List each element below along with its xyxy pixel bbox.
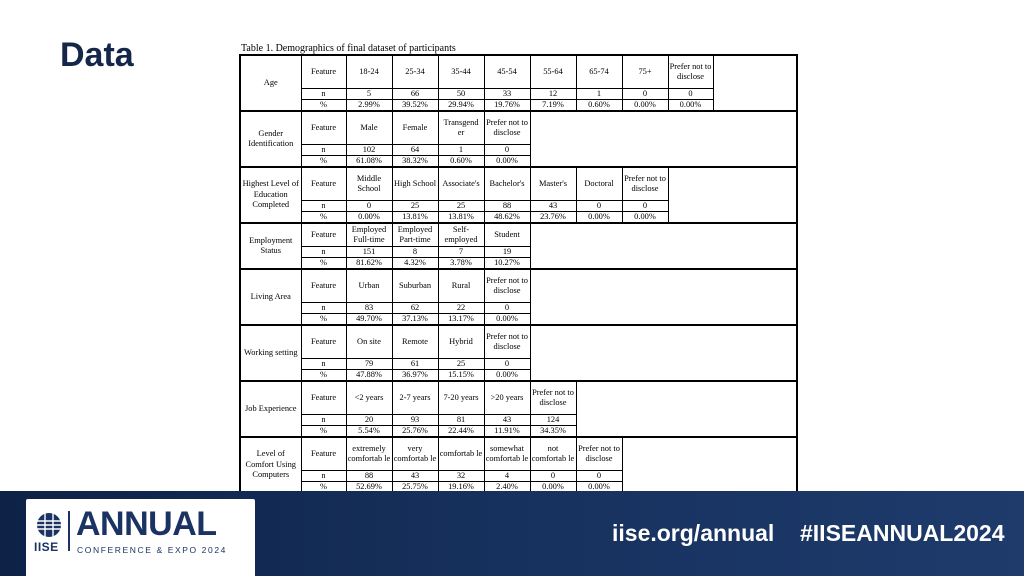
category-header: Middle School bbox=[346, 167, 392, 201]
demographics-table bbox=[239, 54, 798, 494]
category-header: Employed Full-time bbox=[346, 223, 392, 247]
feature-header: Feature bbox=[301, 325, 346, 359]
value-cell: 0 bbox=[346, 201, 392, 212]
value-cell: 0.00% bbox=[668, 100, 713, 112]
table-row bbox=[240, 100, 797, 112]
row-label: n bbox=[301, 303, 346, 314]
empty-cell bbox=[530, 258, 797, 270]
value-cell: 4 bbox=[484, 471, 530, 482]
category-header: Urban bbox=[346, 269, 392, 303]
value-cell: 79 bbox=[346, 359, 392, 370]
value-cell: 13.81% bbox=[438, 212, 484, 224]
value-cell: 0.00% bbox=[622, 212, 668, 224]
value-cell: 0.00% bbox=[530, 482, 576, 494]
value-cell: 0 bbox=[622, 89, 668, 100]
value-cell: 5 bbox=[346, 89, 392, 100]
section-label: Level of Comfort Using Computers bbox=[240, 437, 301, 493]
value-cell: 11.91% bbox=[484, 426, 530, 438]
value-cell: 32 bbox=[438, 471, 484, 482]
value-cell: 1 bbox=[438, 145, 484, 156]
row-label: n bbox=[301, 415, 346, 426]
empty-cell bbox=[576, 415, 797, 426]
row-label: n bbox=[301, 201, 346, 212]
value-cell: 20 bbox=[346, 415, 392, 426]
category-header: Associate's bbox=[438, 167, 484, 201]
table-row bbox=[240, 415, 797, 426]
value-cell: 19.16% bbox=[438, 482, 484, 494]
value-cell: 7 bbox=[438, 247, 484, 258]
category-header: Prefer not to disclose bbox=[576, 437, 622, 471]
value-cell: 38.32% bbox=[392, 156, 438, 168]
category-header: 65-74 bbox=[576, 55, 622, 89]
empty-cell bbox=[576, 426, 797, 438]
value-cell: 93 bbox=[392, 415, 438, 426]
section-label: Working setting bbox=[240, 325, 301, 381]
category-header: Student bbox=[484, 223, 530, 247]
slide-title: Data bbox=[60, 36, 134, 74]
row-label: n bbox=[301, 359, 346, 370]
empty-cell bbox=[713, 89, 797, 100]
empty-cell bbox=[668, 212, 797, 224]
value-cell: 5.54% bbox=[346, 426, 392, 438]
feature-header: Feature bbox=[301, 381, 346, 415]
value-cell: 83 bbox=[346, 303, 392, 314]
section-label: Living Area bbox=[240, 269, 301, 325]
empty-cell bbox=[530, 359, 797, 370]
category-header: High School bbox=[392, 167, 438, 201]
category-header: Prefer not to disclose bbox=[484, 269, 530, 303]
category-header: Suburban bbox=[392, 269, 438, 303]
category-header: Prefer not to disclose bbox=[530, 381, 576, 415]
table-row bbox=[240, 247, 797, 258]
section-label: Age bbox=[240, 55, 301, 111]
category-header: Remote bbox=[392, 325, 438, 359]
value-cell: 2.99% bbox=[346, 100, 392, 112]
category-header: 75+ bbox=[622, 55, 668, 89]
value-cell: 43 bbox=[392, 471, 438, 482]
category-header: Female bbox=[392, 111, 438, 145]
empty-cell bbox=[713, 100, 797, 112]
category-header: 45-54 bbox=[484, 55, 530, 89]
value-cell: 23.76% bbox=[530, 212, 576, 224]
value-cell: 50 bbox=[438, 89, 484, 100]
value-cell: 66 bbox=[392, 89, 438, 100]
value-cell: 7.19% bbox=[530, 100, 576, 112]
category-header: Employed Part-time bbox=[392, 223, 438, 247]
value-cell: 22.44% bbox=[438, 426, 484, 438]
feature-header: Feature bbox=[301, 55, 346, 89]
value-cell: 15.15% bbox=[438, 370, 484, 382]
section-header-row bbox=[240, 223, 797, 247]
table-row bbox=[240, 89, 797, 100]
value-cell: 0 bbox=[622, 201, 668, 212]
section-label: Job Experience bbox=[240, 381, 301, 437]
empty-cell bbox=[668, 167, 797, 201]
category-header: 7-20 years bbox=[438, 381, 484, 415]
value-cell: 81 bbox=[438, 415, 484, 426]
value-cell: 3.78% bbox=[438, 258, 484, 270]
table-row bbox=[240, 370, 797, 382]
empty-cell bbox=[530, 145, 797, 156]
globe-icon bbox=[36, 512, 62, 538]
category-header: >20 years bbox=[484, 381, 530, 415]
empty-cell bbox=[530, 370, 797, 382]
category-header: Prefer not to disclose bbox=[668, 55, 713, 89]
row-label: % bbox=[301, 314, 346, 326]
section-label: Employment Status bbox=[240, 223, 301, 269]
empty-cell bbox=[530, 314, 797, 326]
value-cell: 1 bbox=[576, 89, 622, 100]
conference-hashtag: #IISEANNUAL2024 bbox=[800, 520, 1005, 546]
table-row bbox=[240, 359, 797, 370]
table-caption: Table 1. Demographics of final dataset of participants bbox=[241, 43, 456, 54]
category-header: Master's bbox=[530, 167, 576, 201]
conference-url[interactable]: iise.org/annual bbox=[612, 520, 775, 546]
category-header: Transgend er bbox=[438, 111, 484, 145]
value-cell: 88 bbox=[346, 471, 392, 482]
value-cell: 0.00% bbox=[346, 212, 392, 224]
feature-header: Feature bbox=[301, 111, 346, 145]
value-cell: 0 bbox=[484, 359, 530, 370]
value-cell: 151 bbox=[346, 247, 392, 258]
category-header: Prefer not to disclose bbox=[484, 325, 530, 359]
value-cell: 25 bbox=[438, 201, 484, 212]
empty-cell bbox=[530, 325, 797, 359]
value-cell: 33 bbox=[484, 89, 530, 100]
value-cell: 13.17% bbox=[438, 314, 484, 326]
value-cell: 8 bbox=[392, 247, 438, 258]
row-label: n bbox=[301, 247, 346, 258]
value-cell: 4.32% bbox=[392, 258, 438, 270]
empty-cell bbox=[576, 381, 797, 415]
table-row bbox=[240, 212, 797, 224]
category-header: <2 years bbox=[346, 381, 392, 415]
row-label: n bbox=[301, 471, 346, 482]
logo-org: IISE bbox=[34, 540, 59, 554]
section-header-row bbox=[240, 381, 797, 415]
row-label: % bbox=[301, 370, 346, 382]
empty-cell bbox=[530, 111, 797, 145]
empty-cell bbox=[530, 223, 797, 247]
category-header: very comfortab le bbox=[392, 437, 438, 471]
category-header: 18-24 bbox=[346, 55, 392, 89]
category-header: Prefer not to disclose bbox=[484, 111, 530, 145]
value-cell: 25 bbox=[438, 359, 484, 370]
value-cell: 47.88% bbox=[346, 370, 392, 382]
row-label: % bbox=[301, 100, 346, 112]
value-cell: 0 bbox=[484, 145, 530, 156]
value-cell: 0.00% bbox=[622, 100, 668, 112]
value-cell: 0 bbox=[576, 471, 622, 482]
value-cell: 0 bbox=[530, 471, 576, 482]
value-cell: 36.97% bbox=[392, 370, 438, 382]
category-header: 2-7 years bbox=[392, 381, 438, 415]
category-header: not comfortab le bbox=[530, 437, 576, 471]
value-cell: 43 bbox=[530, 201, 576, 212]
feature-header: Feature bbox=[301, 269, 346, 303]
category-header: extremely comfortab le bbox=[346, 437, 392, 471]
value-cell: 0 bbox=[484, 303, 530, 314]
category-header: Prefer not to disclose bbox=[622, 167, 668, 201]
value-cell: 62 bbox=[392, 303, 438, 314]
value-cell: 0.00% bbox=[484, 370, 530, 382]
value-cell: 81.62% bbox=[346, 258, 392, 270]
category-header: somewhat comfortab le bbox=[484, 437, 530, 471]
table-row bbox=[240, 201, 797, 212]
value-cell: 52.69% bbox=[346, 482, 392, 494]
value-cell: 25.76% bbox=[392, 426, 438, 438]
empty-cell bbox=[622, 437, 797, 471]
empty-cell bbox=[668, 201, 797, 212]
section-header-row bbox=[240, 325, 797, 359]
value-cell: 12 bbox=[530, 89, 576, 100]
section-label: Highest Level of Education Completed bbox=[240, 167, 301, 223]
value-cell: 0.00% bbox=[576, 212, 622, 224]
value-cell: 0.00% bbox=[484, 314, 530, 326]
table-row bbox=[240, 258, 797, 270]
logo-title: ANNUAL bbox=[76, 505, 217, 543]
value-cell: 13.81% bbox=[392, 212, 438, 224]
feature-header: Feature bbox=[301, 437, 346, 471]
value-cell: 34.35% bbox=[530, 426, 576, 438]
category-header: 25-34 bbox=[392, 55, 438, 89]
row-label: n bbox=[301, 89, 346, 100]
value-cell: 25.75% bbox=[392, 482, 438, 494]
empty-cell bbox=[530, 156, 797, 168]
table-row bbox=[240, 314, 797, 326]
value-cell: 124 bbox=[530, 415, 576, 426]
category-header: On site bbox=[346, 325, 392, 359]
category-header: Self-employed bbox=[438, 223, 484, 247]
table-row bbox=[240, 303, 797, 314]
category-header: 55-64 bbox=[530, 55, 576, 89]
category-header: Bachelor's bbox=[484, 167, 530, 201]
row-label: n bbox=[301, 145, 346, 156]
row-label: % bbox=[301, 258, 346, 270]
empty-cell bbox=[713, 55, 797, 89]
value-cell: 0.60% bbox=[576, 100, 622, 112]
empty-cell bbox=[530, 247, 797, 258]
value-cell: 0.00% bbox=[484, 156, 530, 168]
value-cell: 0.00% bbox=[576, 482, 622, 494]
row-label: % bbox=[301, 156, 346, 168]
value-cell: 48.62% bbox=[484, 212, 530, 224]
category-header: 35-44 bbox=[438, 55, 484, 89]
value-cell: 22 bbox=[438, 303, 484, 314]
value-cell: 10.27% bbox=[484, 258, 530, 270]
value-cell: 39.52% bbox=[392, 100, 438, 112]
empty-cell bbox=[530, 303, 797, 314]
table-row bbox=[240, 145, 797, 156]
value-cell: 0.60% bbox=[438, 156, 484, 168]
section-header-row bbox=[240, 111, 797, 145]
category-header: comfortab le bbox=[438, 437, 484, 471]
value-cell: 61.08% bbox=[346, 156, 392, 168]
value-cell: 25 bbox=[392, 201, 438, 212]
value-cell: 0 bbox=[576, 201, 622, 212]
category-header: Doctoral bbox=[576, 167, 622, 201]
value-cell: 2.40% bbox=[484, 482, 530, 494]
logo-divider bbox=[68, 511, 70, 551]
empty-cell bbox=[530, 269, 797, 303]
logo-subtitle: CONFERENCE & EXPO 2024 bbox=[77, 545, 227, 555]
table-row bbox=[240, 156, 797, 168]
empty-cell bbox=[622, 471, 797, 482]
category-header: Rural bbox=[438, 269, 484, 303]
value-cell: 29.94% bbox=[438, 100, 484, 112]
section-header-row bbox=[240, 437, 797, 471]
section-header-row bbox=[240, 167, 797, 201]
value-cell: 0 bbox=[668, 89, 713, 100]
section-label: Gender Identification bbox=[240, 111, 301, 167]
value-cell: 37.13% bbox=[392, 314, 438, 326]
value-cell: 102 bbox=[346, 145, 392, 156]
row-label: % bbox=[301, 212, 346, 224]
value-cell: 88 bbox=[484, 201, 530, 212]
category-header: Male bbox=[346, 111, 392, 145]
table-row bbox=[240, 426, 797, 438]
section-header-row bbox=[240, 55, 797, 89]
feature-header: Feature bbox=[301, 167, 346, 201]
value-cell: 19 bbox=[484, 247, 530, 258]
value-cell: 61 bbox=[392, 359, 438, 370]
feature-header: Feature bbox=[301, 223, 346, 247]
row-label: % bbox=[301, 482, 346, 494]
section-header-row bbox=[240, 269, 797, 303]
category-header: Hybrid bbox=[438, 325, 484, 359]
value-cell: 64 bbox=[392, 145, 438, 156]
value-cell: 43 bbox=[484, 415, 530, 426]
row-label: % bbox=[301, 426, 346, 438]
value-cell: 49.70% bbox=[346, 314, 392, 326]
value-cell: 19.76% bbox=[484, 100, 530, 112]
table-row bbox=[240, 471, 797, 482]
